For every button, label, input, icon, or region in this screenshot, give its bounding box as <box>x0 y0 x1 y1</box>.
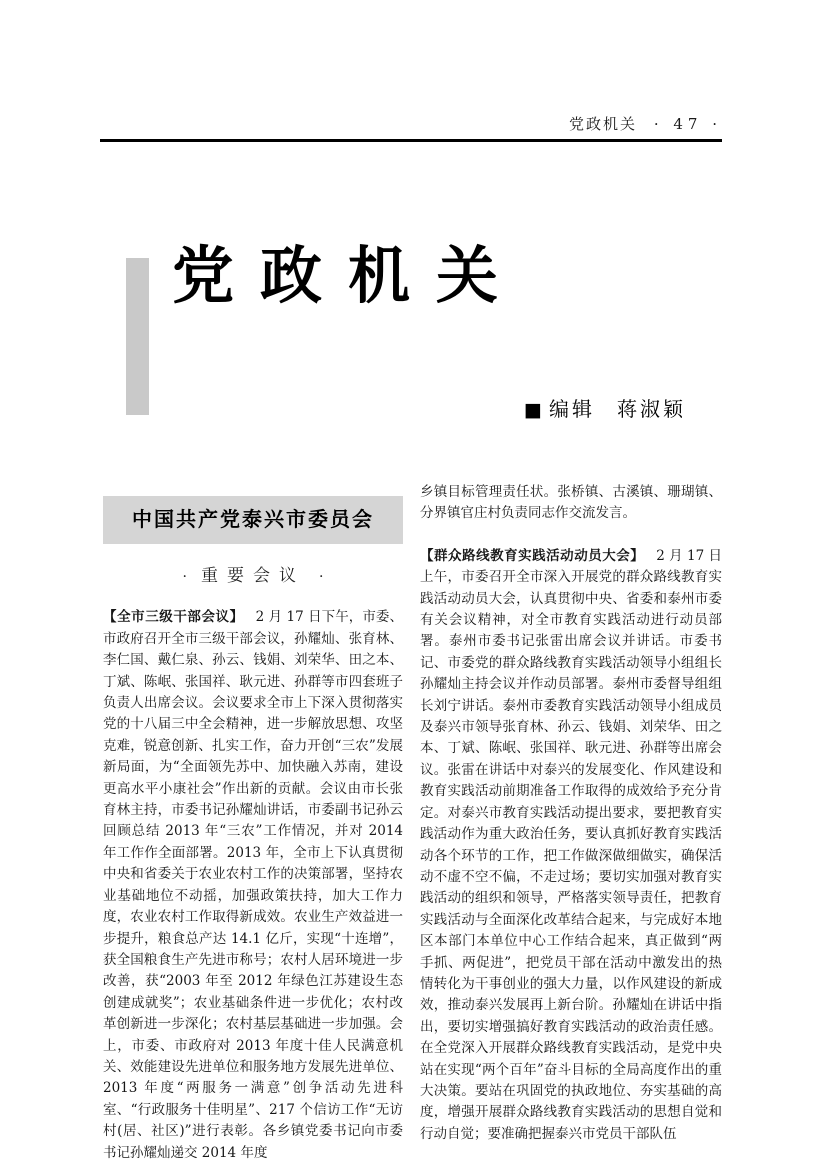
continuation-text: 乡镇目标管理责任状。张桥镇、古溪镇、珊瑚镇、分界镇官庄村负责同志作交流发言。 <box>420 484 722 522</box>
title-accent-bar <box>126 258 149 415</box>
editor-label: 编辑 <box>548 397 595 421</box>
running-head <box>100 113 722 134</box>
entry-body: 2 月 17 日上午，市委召开全市深入开展党的群众路线教育实践活动动员大会，认真贯彻中央、省委和泰州市委有关会议精神，对全市教育实践活动进行动员部署。泰州市委书记张雷出席会议并讲话。市委书记、市委党的群众路线教育实践活动领导小组组长孙耀灿主持会议并作动员部署。泰州市委督导组组长刘宁讲话。泰州市委教育实践活动领导小组成员及泰兴市领导张育林、孙云、钱娟、刘荣华、田之本、丁斌、陈岷、张国祥、耿元进、孙群等出席会议。张雷在讲话中对泰兴的发展变化、作风建设和教育实践活动前期准备工作取得的成效给予充分肯定。对泰兴市教育实践活动提出要求，要把教育实践活动作为重大政治任务，要认真抓好教育实践活动各个环节的工作，把工作做深做细做实，确保活动不虚不空不偏，不走过场；要切实加强对教育实践活动的组织和领导，严格落实领导责任，把教育实践活动与全面深化改革结合起来，与完成好本地区本部门本单位中心工作结合起来，真正做到“两手抓、两促进”，把党员干部在活动中激发出的热情转化为干事创业的强大力量，以作风建设的新成效，推动泰兴发展再上新台阶。孙耀灿在讲话中指出，要切实增强搞好教育实践活动的政治责任感。在全党深入开展群众路线教育实践活动，是党中央站在实现“两个百年”奋斗目标的全局高度作出的重大决策。要站在巩固党的执政地位、夯实基础的高度，增强开展群众路线教育实践活动的思想自觉和行动自觉；要准确把握泰兴市党员干部队伍 <box>420 547 722 1142</box>
section-header-box: 中国共产党泰兴市委员会 <box>103 496 403 544</box>
right-column <box>420 482 722 1145</box>
subsection-label: 重要会议 <box>201 566 305 586</box>
black-square-icon: ■ <box>524 399 545 421</box>
subsection-heading <box>103 566 403 588</box>
header-rule-divider <box>100 139 722 142</box>
article-mass-line-meeting <box>420 546 722 1145</box>
right-dot: · <box>319 569 324 585</box>
continuation-paragraph <box>420 482 722 525</box>
running-head-section: 党政机关 <box>569 115 638 133</box>
entry-body: 2 月 17 日下午，市委、市政府召开全市三级干部会议，孙耀灿、张育林、李仁国、戴仁泉、孙云、钱娟、刘荣华、田之本、丁斌、陈岷、张国祥、耿元进、孙群等市四套班子负责人出席会议。会议要求全市上下深入贯彻落实党的十八届三中全会精神，进一步解放思想、攻坚克难，锐意创新、扎实工作，奋力开创“三农”发展新局面，为“全面领先苏中、加快融入苏南，建设更高水平小康社会”作出新的贡献。会议由市长张育林主持，市委书记孙耀灿讲话，市委副书记孙云回顾总结 2013 年“三农”工作情况，并对 2014 年工作作全面部署。2013 年，全市上下认真贯彻中央和省委关于农业农村工作的决策部署，坚持农业基础地位不动摇，加强政策扶持，加大工作力度，农业农村工作取得新成效。农业生产效益进一步提升，粮食总产达 14.1 亿斤，实现“十连增”，获全国粮食生产先进市称号；农村人居环境进一步改善，获“2003 年至 2012 年绿色江苏建设生态创建成就奖”；农业基础条件进一步优化；农村改革创新进一步深化；农村基层基础进一步加强。会上，市委、市政府对 2013 年度十佳人民满意机关、效能建设先进单位和服务地方发展先进单位、2013 年度“两服务一满意”创争活动先进科室、“行政服务十佳明星”、217 个信访工作“无访村(居、社区)”进行表彰。各乡镇党委书记向市委书记孙耀灿递交 2014 年度 <box>103 609 403 1161</box>
article-paragraph <box>103 607 403 1164</box>
page-title: 党政机关 <box>172 239 525 312</box>
left-column <box>103 480 403 1164</box>
article-paragraph <box>420 546 722 1145</box>
entry-heading: 【全市三级干部会议】 <box>103 609 244 626</box>
page-number: · 47 · <box>653 115 722 133</box>
editor-name: 蒋淑颖 <box>616 397 686 421</box>
entry-heading: 【群众路线教育实践活动动员大会】 <box>420 547 645 564</box>
left-dot: · <box>182 569 187 585</box>
editor-credit <box>524 393 686 422</box>
article-cadre-meeting <box>103 607 403 1164</box>
